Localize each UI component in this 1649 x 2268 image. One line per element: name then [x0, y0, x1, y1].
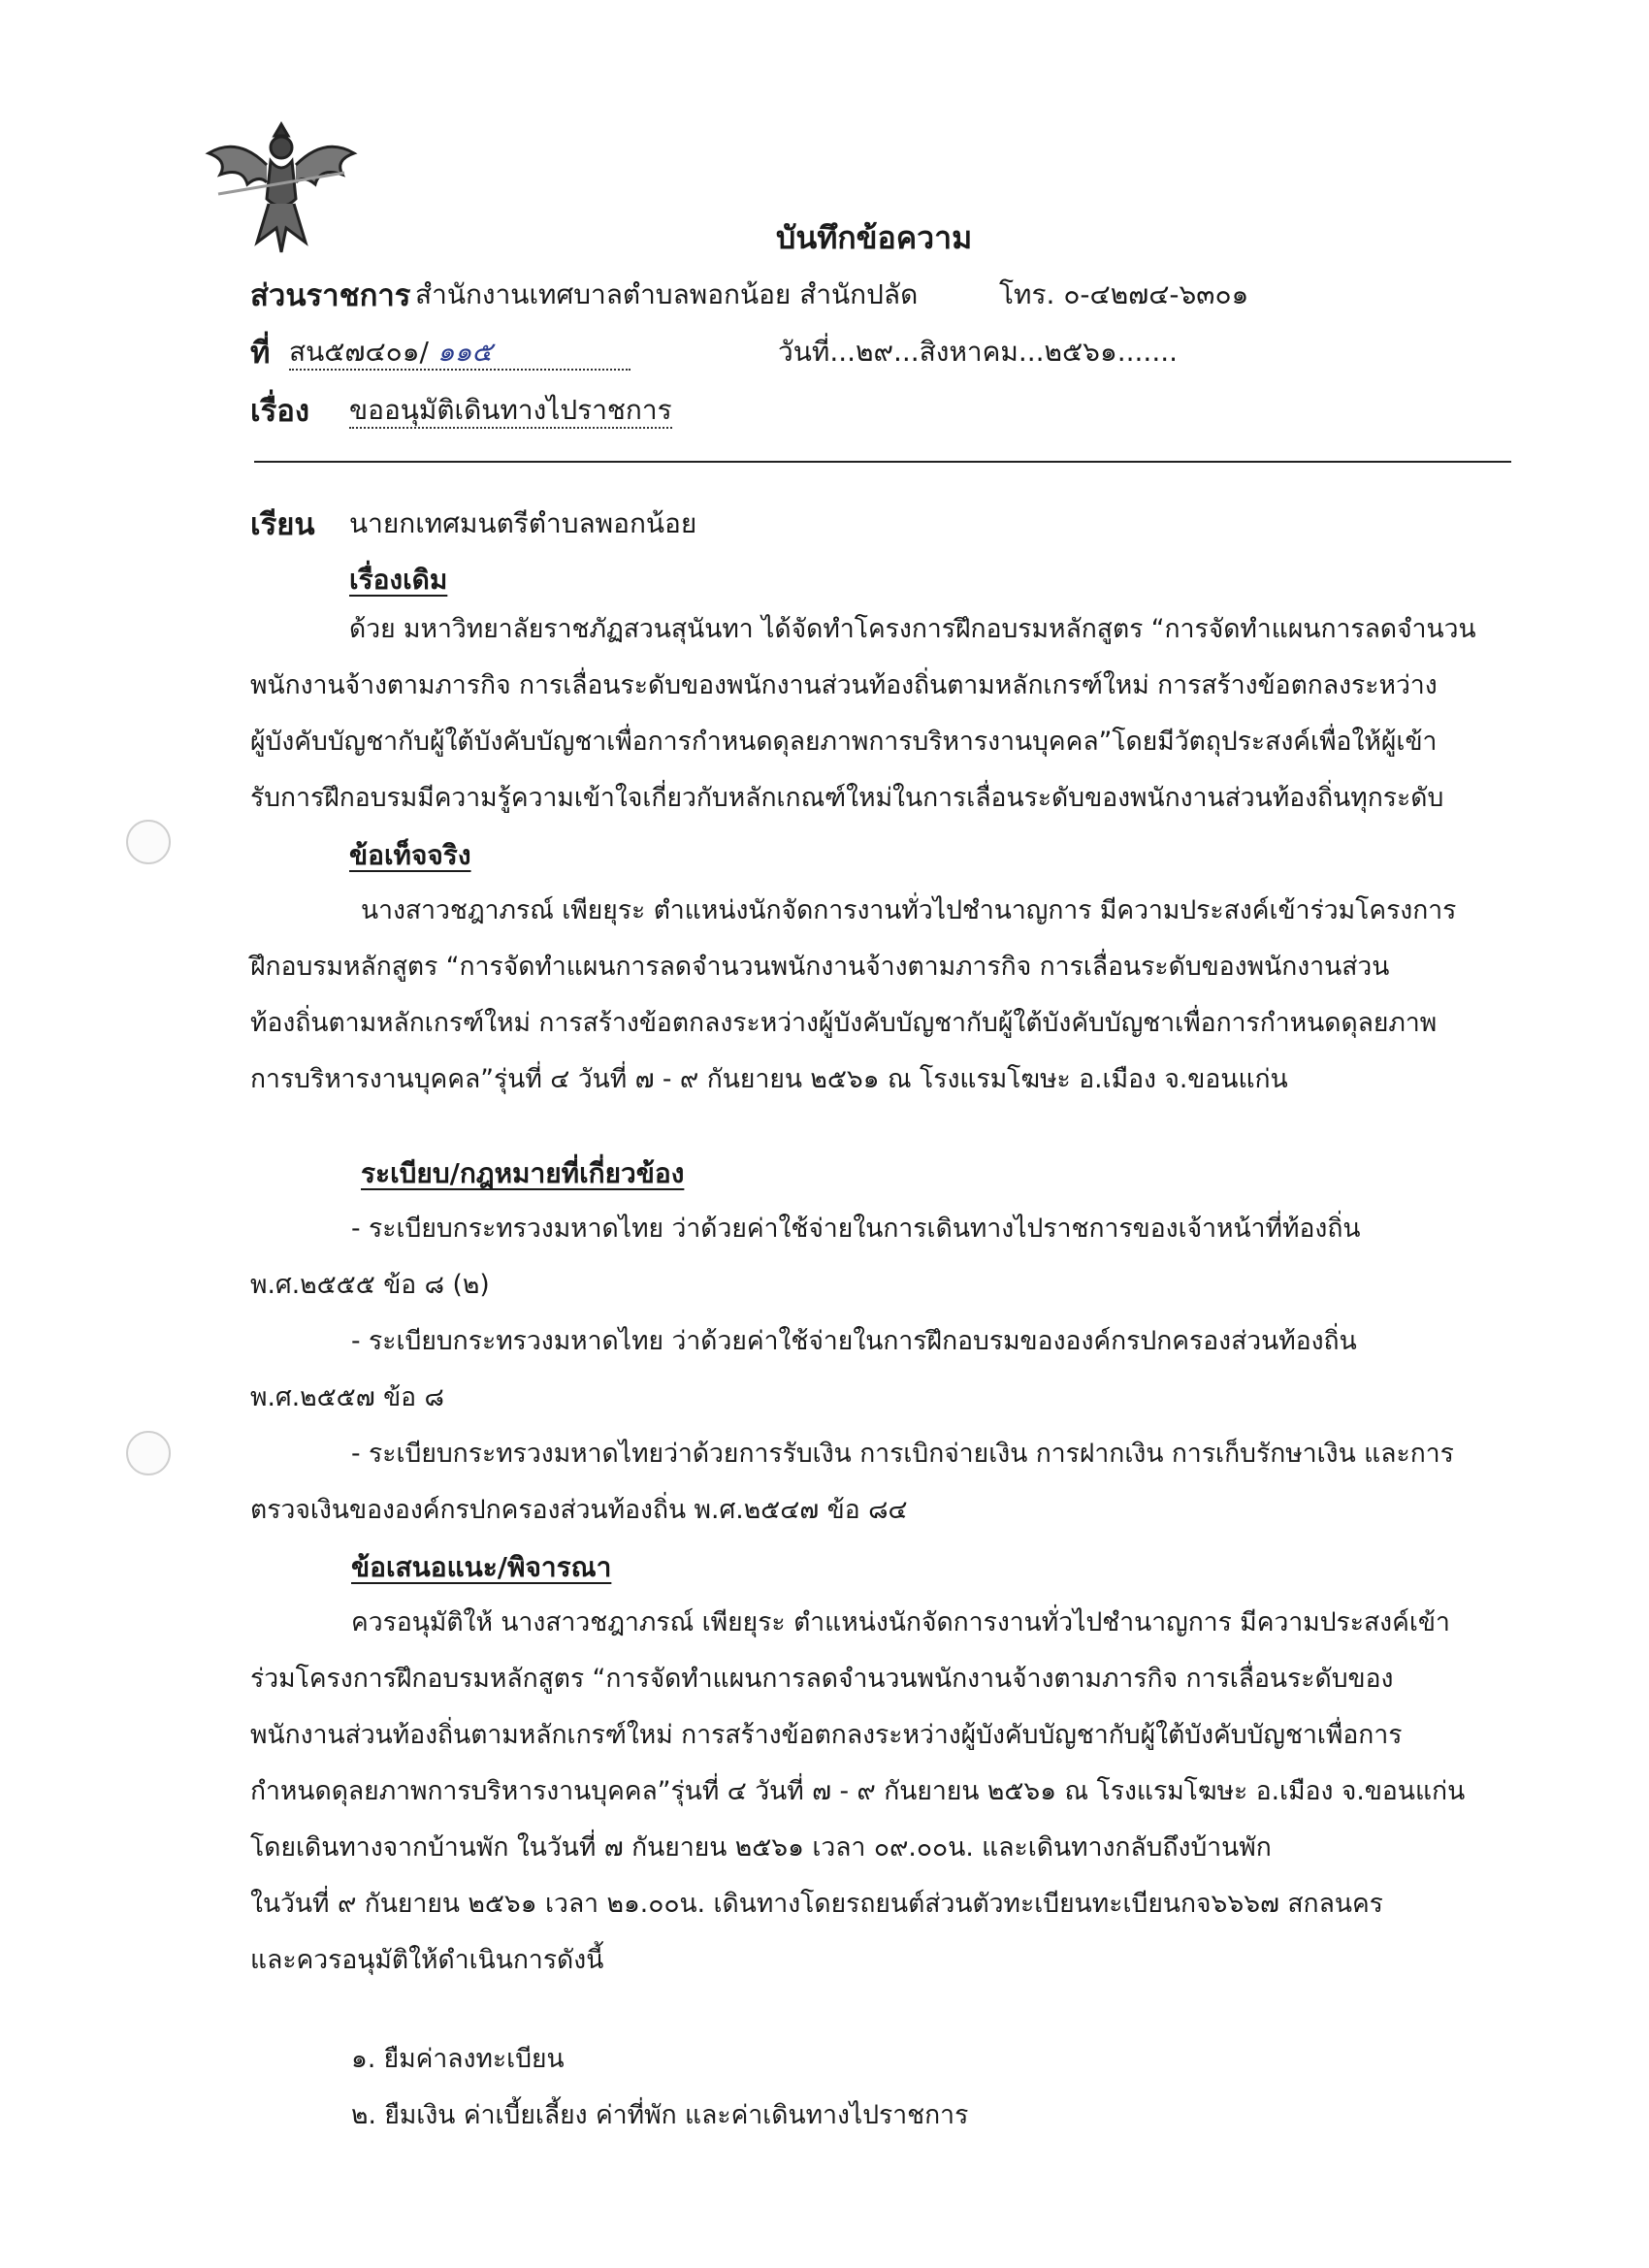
regs-line: พ.ศ.๒๕๕๕ ข้อ ๘ (๒) [250, 1270, 490, 1300]
date-field: วันที่...๒๙...สิงหาคม...๒๕๖๑....... [778, 336, 1179, 368]
agency-value: สำนักงานเทศบาลตำบลพอกน้อย สำนักปลัด [415, 278, 919, 310]
facts-line: การบริหารงานบุคคล”รุ่นที่ ๔ วันที่ ๗ - ๙ กันยายน ๒๕๖๑ ณ โรงแรมโฆษะ อ.เมือง จ.ขอนแก่น [250, 1064, 1288, 1094]
list-item: ๒. ยืมเงิน ค่าเบี้ยเลี้ยง ค่าที่พัก และค่าเดินทางไปราชการ [351, 2100, 969, 2130]
recommend-line: และควรอนุมัติให้ดำเนินการดังนี้ [250, 1945, 604, 1975]
punch-hole [126, 1431, 171, 1475]
phone-number: โทร. ๐-๔๒๗๔-๖๓๐๑ [999, 278, 1249, 310]
regs-line: พ.ศ.๒๕๕๗ ข้อ ๘ [250, 1382, 444, 1412]
to-label: เรียน [250, 507, 315, 542]
background-line: รับการฝึกอบรมมีความรู้ความเข้าใจเกี่ยวกับหลักเกณฑ์ใหม่ในการเลื่อนระดับของพนักงานส่วนท้องถิ่นทุกระดับ [250, 783, 1444, 813]
recommend-line: ควรอนุมัติให้ นางสาวชฎาภรณ์ เพียยุระ ตำแหน่งนักจัดการงานทั่วไปชำนาญการ มีความประสงค์เข้า [351, 1607, 1450, 1637]
subject-value: ขออนุมัติเดินทางไปราชการ [349, 393, 672, 429]
subject-label: เรื่อง [250, 394, 310, 429]
regs-line: - ระเบียบกระทรวงมหาดไทย ว่าด้วยค่าใช้จ่ายในการเดินทางไปราชการของเจ้าหน้าที่ท้องถิ่น [351, 1214, 1361, 1244]
recommend-line: ในวันที่ ๙ กันยายน ๒๕๖๑ เวลา ๒๑.๐๐น. เดินทางโดยรถยนต์ส่วนตัวทะเบียนทะเบียนกจ๖๖๖๗ สกลนคร [250, 1889, 1383, 1919]
regs-line: ตรวจเงินขององค์กรปกครองส่วนท้องถิ่น พ.ศ.๒๕๔๗ ข้อ ๘๔ [250, 1495, 908, 1525]
list-item: ๑. ยืมค่าลงทะเบียน [351, 2044, 565, 2074]
facts-heading: ข้อเท็จจริง [349, 839, 471, 871]
agency-label: ส่วนราชการ [250, 278, 411, 313]
recommend-line: กำหนดดุลยภาพการบริหารงานบุคคล”รุ่นที่ ๔ วันที่ ๗ - ๙ กันยายน ๒๕๖๑ ณ โรงแรมโฆษะ อ.เมือง จ.ขอนแก่น [250, 1776, 1466, 1806]
doc-no-value: สน๕๗๔๐๑/ [289, 336, 429, 368]
doc-no-handwritten: ๑๑๕ [436, 336, 493, 368]
recommend-line: โดยเดินทางจากบ้านพัก ในวันที่ ๗ กันยายน ๒๕๖๑ เวลา ๐๙.๐๐น. และเดินทางกลับถึงบ้านพัก [250, 1832, 1272, 1863]
regs-line: - ระเบียบกระทรวงมหาดไทยว่าด้วยการรับเงิน การเบิกจ่ายเงิน การฝากเงิน การเก็บรักษาเงิน และการ [351, 1439, 1454, 1469]
recommend-line: พนักงานส่วนท้องถิ่นตามหลักเกรฑ์ใหม่ การสร้างข้อตกลงระหว่างผู้บังคับบัญชากับผู้ใต้บังคับบัญชาเพื่อการ [250, 1720, 1403, 1750]
background-line: พนักงานจ้างตามภารกิจ การเลื่อนระดับของพนักงานส่วนท้องถิ่นตามหลักเกรฑ์ใหม่ การสร้างข้อตกลงระหว่าง [250, 670, 1438, 700]
facts-line: ท้องถิ่นตามหลักเกรฑ์ใหม่ การสร้างข้อตกลงระหว่างผู้บังคับบัญชากับผู้ใต้บังคับบัญชาเพื่อการกำหนดดุลยภาพ [250, 1008, 1438, 1038]
facts-line: นางสาวชฎาภรณ์ เพียยุระ ตำแหน่งนักจัดการงานทั่วไปชำนาญการ มีความประสงค์เข้าร่วมโครงการ [361, 895, 1457, 925]
punch-hole [126, 820, 171, 864]
header-divider [254, 461, 1511, 463]
facts-line: ฝึกอบรมหลักสูตร “การจัดทำแผนการลดจำนวนพนักงานจ้างตามภารกิจ การเลื่อนระดับของพนักงานส่วน [250, 952, 1390, 982]
regs-heading: ระเบียบ/กฎหมายที่เกี่ยวข้อง [361, 1157, 685, 1189]
regs-line: - ระเบียบกระทรวงมหาดไทย ว่าด้วยค่าใช้จ่ายในการฝึกอบรมขององค์กรปกครองส่วนท้องถิ่น [351, 1326, 1357, 1356]
memo-title: บันทึกข้อความ [776, 219, 973, 256]
recommend-line: ร่วมโครงการฝึกอบรมหลักสูตร “การจัดทำแผนการลดจำนวนพนักงานจ้างตามภารกิจ การเลื่อนระดับของ [250, 1664, 1394, 1694]
recommend-heading: ข้อเสนอแนะ/พิจารณา [351, 1551, 612, 1583]
background-line: ด้วย มหาวิทยาลัยราชภัฏสวนสุนันทา ได้จัดทำโครงการฝึกอบรมหลักสูตร “การจัดทำแผนการลดจำนวน [349, 614, 1476, 644]
doc-no-field [289, 335, 630, 371]
to-value: นายกเทศมนตรีตำบลพอกน้อย [349, 507, 697, 539]
garuda-emblem [199, 107, 364, 262]
doc-no-label: ที่ [250, 336, 271, 371]
background-heading: เรื่องเดิม [349, 564, 448, 596]
background-line: ผู้บังคับบัญชากับผู้ใต้บังคับบัญชาเพื่อการกำหนดดุลยภาพการบริหารงานบุคคล”โดยมีวัตถุประสงค์เพื่อให้ผู้เข้า [250, 727, 1438, 757]
